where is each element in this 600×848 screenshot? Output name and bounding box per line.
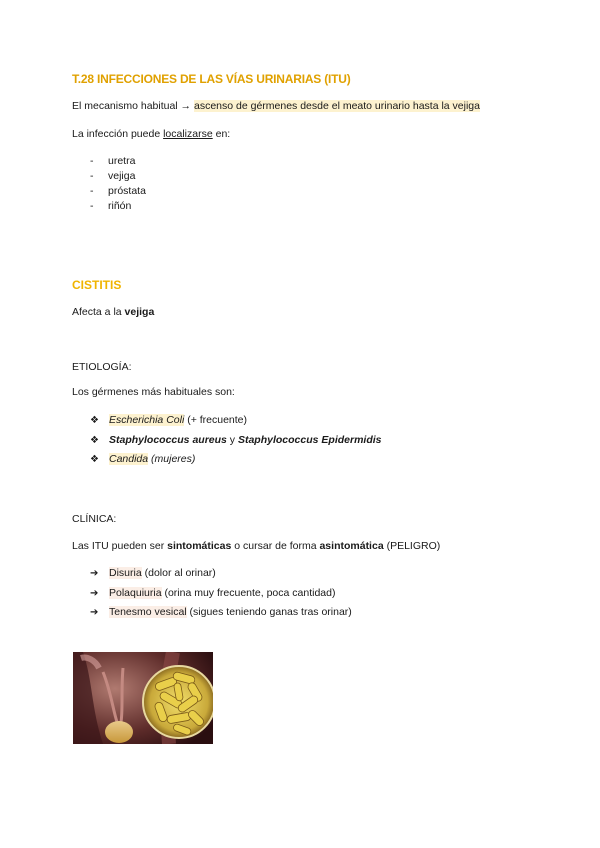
list-item [90,184,146,199]
germ-name: Escherichia Coli [109,414,185,426]
clinica-text: (PELIGRO) [383,540,441,552]
bacteria-bladder-illustration [73,652,213,744]
symptom-desc: (sigues teniendo ganas tras orinar) [186,606,352,618]
list-item [90,566,352,586]
germ-name: Staphylococcus Epidermidis [237,433,382,446]
symptom-term: Tenesmo vesical [109,606,187,618]
localize-suffix: en: [212,128,231,140]
location-item: próstata [108,185,146,197]
diamond-bullet-icon: ❖ [90,434,99,446]
location-item: riñón [108,200,132,212]
list-item [90,433,382,453]
etiologia-heading: ETIOLOGÍA: [72,361,132,373]
clinica-bold: sintomáticas [167,540,232,552]
page-title: T.28 INFECCIONES DE LAS VÍAS URINARIAS (ITU) [72,72,351,86]
symptom-term: Polaquiuria [109,586,162,599]
clinica-text: o cursar de forma [231,540,320,552]
localize-prefix: La infección puede [72,128,164,140]
list-item [90,154,146,169]
germs-list [90,413,382,472]
list-item [90,199,146,214]
clinica-line [72,540,440,552]
dash-marker: - [90,200,94,212]
symptom-term: Disuria [109,567,142,579]
diamond-bullet-icon: ❖ [90,454,99,465]
clinica-heading: CLÍNICA: [72,513,117,525]
dash-marker: - [90,170,94,182]
germ-note: (+ frecuente) [184,414,248,426]
dash-marker: - [90,185,94,197]
symptoms-list [90,566,352,625]
list-item [90,586,352,606]
mechanism-highlight: ascenso de gérmenes desde el meato urinario hasta la vejiga [193,100,480,112]
clinica-text: Las ITU pueden ser [72,540,168,552]
mechanism-prefix: El mecanismo habitual → [72,100,194,112]
germ-connector: y [226,433,238,446]
localize-word: localizarse [163,128,213,140]
affects-bold: vejiga [124,306,155,318]
mechanism-line [72,100,480,112]
diamond-bullet-icon: ❖ [90,415,99,426]
arrow-bullet-icon: ➔ [90,587,99,599]
list-item [90,169,146,184]
etiologia-intro: Los gérmenes más habituales son: [72,386,235,398]
location-item: uretra [108,155,136,167]
germ-note: (mujeres) [148,453,196,465]
symptom-desc: (orina muy frecuente, poca cantidad) [161,586,336,599]
arrow-bullet-icon: ➔ [90,607,99,618]
arrow-bullet-icon: ➔ [90,568,99,579]
localize-line [72,128,230,140]
list-item [90,413,382,433]
cistitis-heading: CISTITIS [72,278,122,292]
dash-marker: - [90,155,94,167]
location-item: vejiga [108,170,136,182]
affects-line [72,306,154,318]
clinica-bold: asintomática [319,540,384,552]
list-item [90,605,352,625]
location-list [90,154,146,214]
affects-prefix: Afecta a la [72,306,125,318]
list-item [90,452,382,472]
germ-name: Candida [109,453,149,465]
germ-name: Staphylococcus aureus [109,433,227,446]
symptom-desc: (dolor al orinar) [141,567,216,579]
